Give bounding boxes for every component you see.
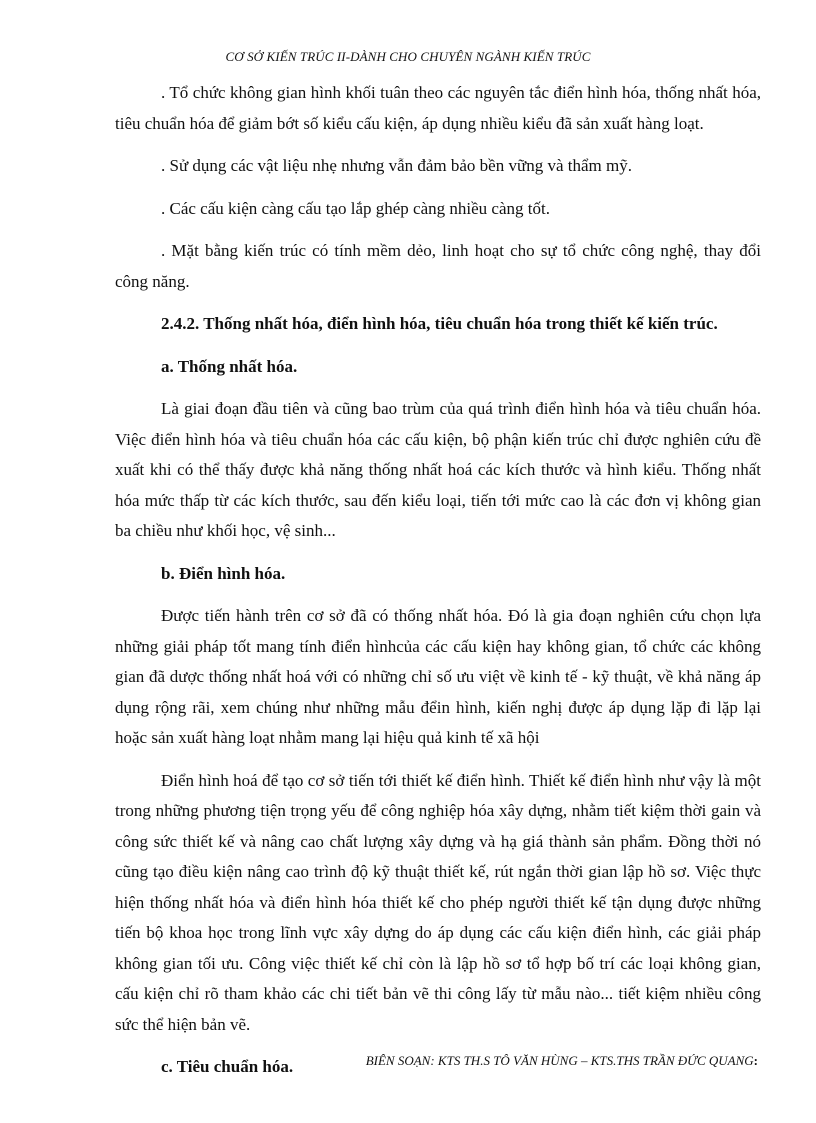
subsection-c-heading: c. Tiêu chuẩn hóa. <box>161 1057 294 1076</box>
bullet-paragraph: . Mặt bằng kiến trúc có tính mềm dẻo, linh hoạt cho sự tổ chức công nghệ, thay đổi công năng. <box>115 241 761 291</box>
section-heading: 2.4.2. Thống nhất hóa, điển hình hóa, tiêu chuẩn hóa trong thiết kế kiến trúc. <box>161 314 718 333</box>
subsection-a-heading: a. Thống nhất hóa. <box>161 356 298 376</box>
subsection-a-paragraph: Là giai đoạn đầu tiên và cũng bao trùm của quá trình điển hình hóa và tiêu chuẩn hóa. Việc điển hình hóa và tiêu chuẩn hóa các cấu kiện, bộ phận kiến trúc chỉ được nghiên cứu đề xuất khi có thể thấy được khả năng thống nhất hoá các kích thước và hình kiểu. Thống nhất hóa mức thấp từ các kích thước, sau đến kiểu loại, tiến tới mức cao là các đơn vị không gian ba chiều như khối học, vệ sinh... <box>115 399 761 540</box>
subsection-b-paragraph-2: Điển hình hoá để tạo cơ sở tiến tới thiết kế điển hình. Thiết kế điển hình như vậy là một trong những phương tiện trọng yếu để công nghiệp hóa xây dựng, nhằm tiết kiệm thời gain và công sức thiết kế và nâng cao chất lượng xây dựng và hạ giá thành sản phẩm. Đồng thời nó cũng tạo điều kiện nâng cao trình độ kỹ thuật thiết kế, rút ngắn thời gian lập hồ sơ. Việc thực hiện thống nhất hóa và điển hình hóa thiết kế cho phép người thiết kế tận dụng được những tiến bộ khoa học trong lĩnh vực xây dựng do áp dụng các cấu kiện điển hình, các giải pháp không gian tối ưu. Công việc thiết kế chỉ còn là lập hồ sơ tổ hợp bố trí các loại không gian, cấu kiện chỉ rõ tham khảo các chi tiết bản vẽ thi công lấy từ mẫu nào... tiết kiệm nhiều công sức thể hiện bản vẽ. <box>115 770 761 1034</box>
footer-colon: : <box>753 1053 758 1068</box>
page-footer <box>366 1053 758 1069</box>
page-header: CƠ SỞ KIẾN TRÚC II-DÀNH CHO CHUYÊN NGÀNH KIẾN TRÚC <box>225 49 591 64</box>
bullet-paragraph: . Các cấu kiện càng cấu tạo lắp ghép càng nhiều càng tốt. <box>161 198 550 218</box>
page-body <box>115 78 761 1083</box>
subsection-b-heading: b. Điển hình hóa. <box>161 563 286 583</box>
footer-author-text: BIÊN SOẠN: KTS TH.S TÔ VĂN HÙNG – KTS.THS TRẦN ĐỨC QUANG <box>365 1053 754 1068</box>
subsection-b-paragraph-1: Được tiến hành trên cơ sở đã có thống nhất hóa. Đó là gia đoạn nghiên cứu chọn lựa những giải pháp tốt mang tính điển hìnhcủa các cấu kiện hay không gian, tổ chức các không gian đã dược thống nhất hoá với có những chỉ số ưu việt về kinh tế - kỹ thuật, về khả năng áp dụng rộng rãi, xem chúng như những mẫu đểin hình, kiến nghị được áp dụng lặp đi lặp lại hoặc sản xuất hàng loạt nhằm mang lại hiệu quả kinh tế xã hội <box>115 606 761 747</box>
bullet-paragraph: . Tổ chức không gian hình khối tuân theo các nguyên tắc điển hình hóa, thống nhất hóa, tiêu chuẩn hóa để giảm bớt số kiểu cấu kiện, áp dụng nhiều kiểu đã sản xuất hàng loạt. <box>115 83 761 133</box>
bullet-paragraph: . Sử dụng các vật liệu nhẹ nhưng vẫn đảm bảo bền vững và thẩm mỹ. <box>161 156 632 175</box>
